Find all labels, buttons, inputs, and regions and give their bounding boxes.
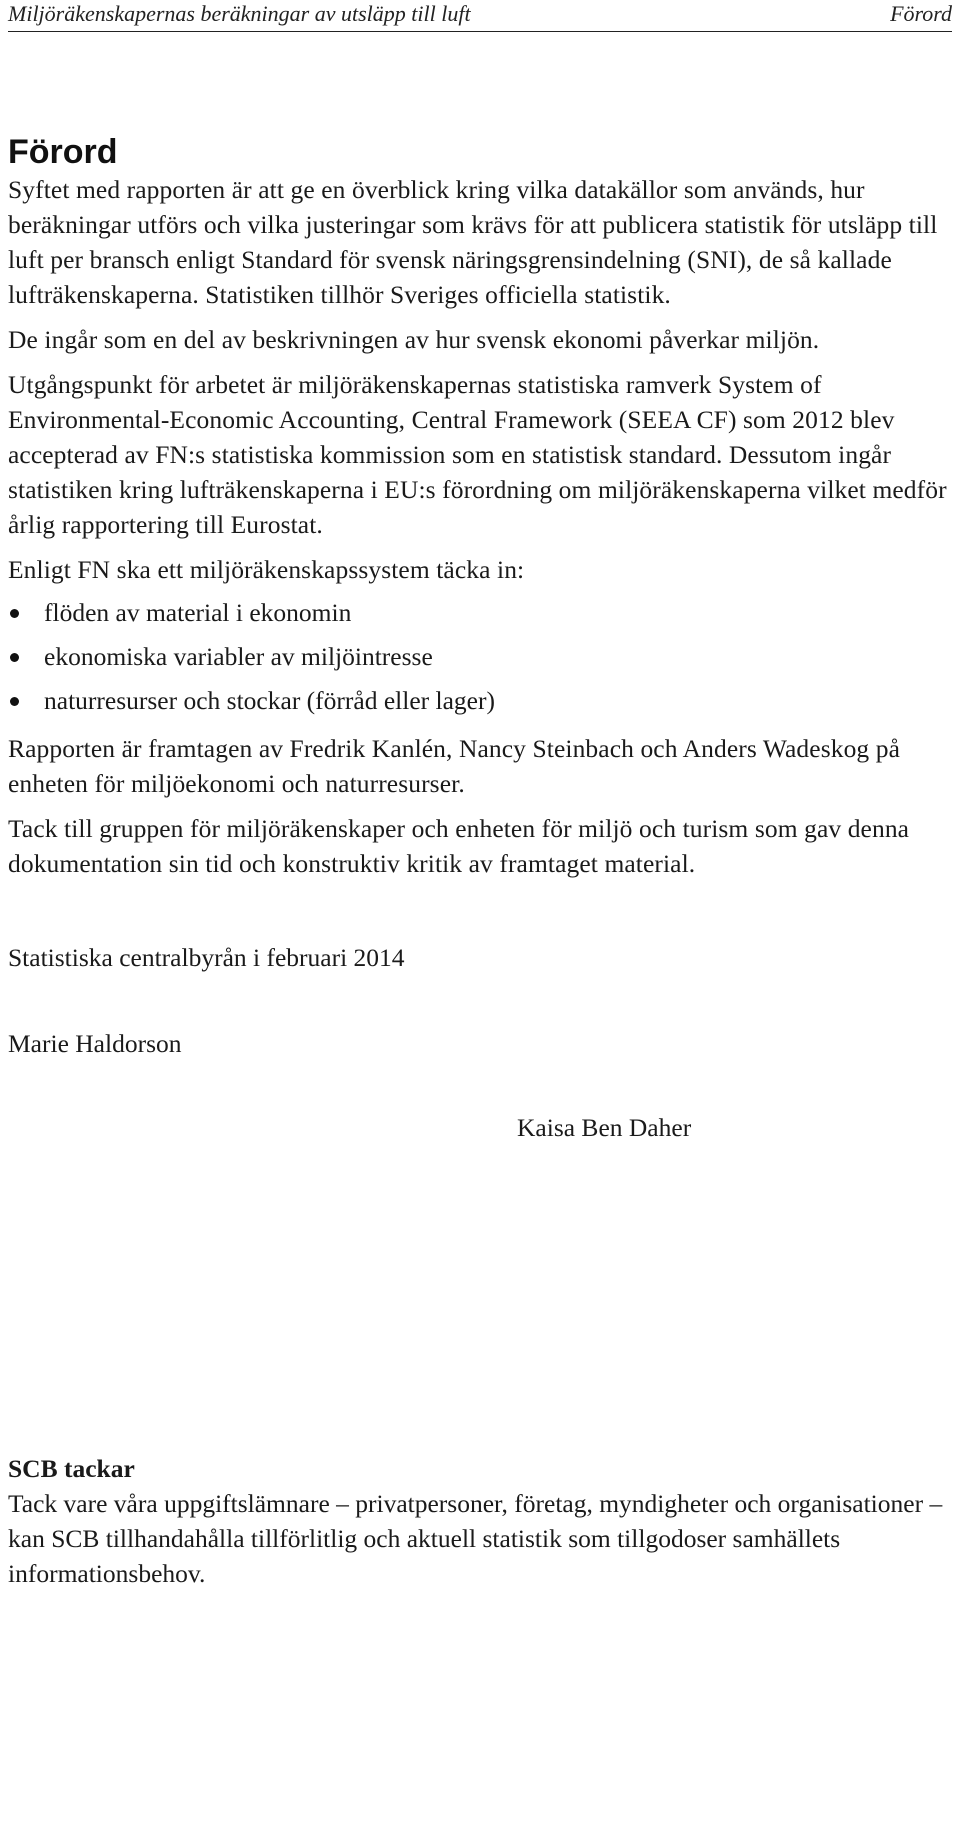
- page-title: Förord: [8, 133, 118, 171]
- thanks-text: Tack vare våra uppgiftslämnare – privatpersoner, företag, myndigheter och organisationer – kan SCB tillhandahålla tillförlitlig och aktuell statistik som tillgodoser samhällets informationsbehov.: [8, 1489, 943, 1588]
- coverage-list: [8, 591, 948, 723]
- list-item: [8, 635, 948, 679]
- paragraph-framework: Utgångspunkt för arbetet är miljöräkenskapernas statistiska ramverk System of Environmental-Economic Accounting, Central Framework (SEEA CF) som 2012 blev accepterad av FN:s statistiska kommission som en statistisk standard. Dessutom ingår statistiken kring lufträkenskaperna i EU:s förordning om miljöräkenskaperna vilket medför årlig rapportering till Eurostat.: [8, 370, 947, 539]
- bullet-icon: [10, 697, 19, 706]
- list-item: [8, 679, 948, 723]
- thanks-heading: SCB tackar: [8, 1454, 135, 1483]
- paragraph-purpose: Syftet med rapporten är att ge en överblick kring vilka datakällor som används, hur beräkningar utförs och vilka justeringar som krävs för att publicera statistik för utsläpp till luft per bransch enligt Standard för svensk näringsgrensindelning (SNI), de så kallade lufträkenskaperna. Statistiken tillhör Sveriges officiella statistik.: [8, 175, 938, 309]
- running-header-section: Förord: [890, 1, 952, 26]
- bullet-icon: [10, 609, 19, 618]
- bullet-icon: [10, 653, 19, 662]
- paragraph-authors: Rapporten är framtagen av Fredrik Kanlén, Nancy Steinbach och Anders Wadeskog på enheten för miljöekonomi och naturresurser.: [8, 734, 901, 798]
- list-item-text: naturresurser och stockar (förråd eller lager): [44, 686, 495, 715]
- paragraph-acknowledgement: Tack till gruppen för miljöräkenskaper och enheten för miljö och turism som gav denna dokumentation sin tid och konstruktiv kritik av framtaget material.: [8, 814, 910, 878]
- scb-thanks-box: [8, 1451, 953, 1591]
- running-header: [8, 0, 952, 28]
- header-divider: [8, 31, 952, 32]
- signer-name-2: Kaisa Ben Daher: [517, 1113, 692, 1142]
- paragraph-economy-impact: De ingår som en del av beskrivningen av hur svensk ekonomi påverkar miljön.: [8, 325, 820, 354]
- list-item: [8, 591, 948, 635]
- signoff-place-date: Statistiska centralbyrån i februari 2014: [8, 943, 405, 972]
- paragraph-un-coverage: Enligt FN ska ett miljöräkenskapssystem täcka in:: [8, 555, 525, 584]
- list-item-text: flöden av material i ekonomin: [44, 598, 352, 627]
- signer-name-1: Marie Haldorson: [8, 1029, 182, 1058]
- main-content: [8, 132, 948, 891]
- list-item-text: ekonomiska variabler av miljöintresse: [44, 642, 433, 671]
- running-header-document-title: Miljöräkenskapernas beräkningar av utsläpp till luft: [8, 1, 471, 26]
